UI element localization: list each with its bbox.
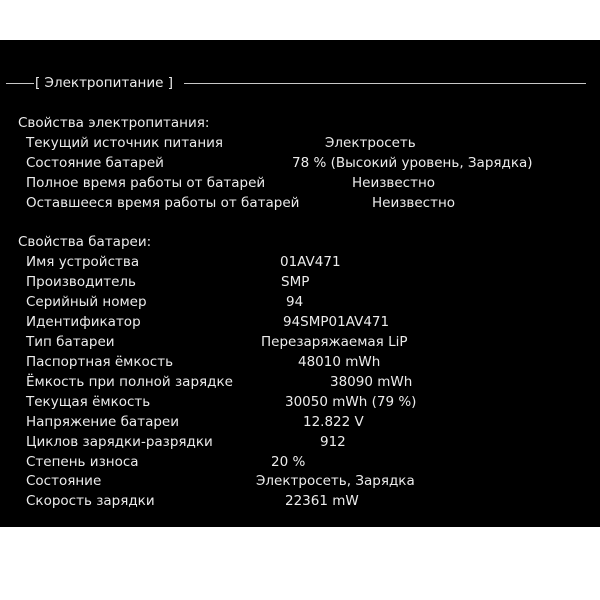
row-label: Текущий источник питания <box>26 135 224 151</box>
row-label: Имя устройства <box>26 254 140 270</box>
row-label: Производитель <box>26 274 137 290</box>
row-label: Полное время работы от батарей <box>26 175 266 191</box>
terminal-screen <box>0 40 600 527</box>
row-value: 22361 mW <box>285 493 359 509</box>
row-label: Степень износа <box>26 454 139 470</box>
row-value: 912 <box>320 434 346 450</box>
frame-divider-left <box>6 83 34 84</box>
battery-properties-title: Свойства батареи: <box>18 234 152 250</box>
row-label: Напряжение батареи <box>26 414 179 430</box>
row-label: Текущая ёмкость <box>26 394 151 410</box>
row-value: 78 % (Высокий уровень, Зарядка) <box>292 155 533 171</box>
row-value: 38090 mWh <box>330 374 413 390</box>
row-value: Неизвестно <box>372 195 456 211</box>
power-properties-title: Свойства электропитания: <box>18 115 210 131</box>
row-label: Ёмкость при полной зарядке <box>26 374 233 390</box>
row-value: 12.822 V <box>303 414 364 430</box>
row-label: Состояние <box>26 473 102 489</box>
frame-title: [ Электропитание ] <box>35 75 173 91</box>
row-value: 94 <box>286 294 304 310</box>
row-value: Перезаряжаемая LiP <box>261 334 408 350</box>
row-value: 48010 mWh <box>298 354 381 370</box>
row-value: 30050 mWh (79 %) <box>285 394 417 410</box>
row-label: Тип батареи <box>26 334 115 350</box>
row-label: Серийный номер <box>26 294 147 310</box>
row-value: SMP <box>281 274 310 290</box>
section-frame-header <box>6 73 586 93</box>
row-value: 94SMP01AV471 <box>283 314 390 330</box>
row-value: 20 % <box>271 454 306 470</box>
row-value: 01AV471 <box>280 254 341 270</box>
row-value: Электросеть <box>325 135 416 151</box>
row-label: Циклов зарядки-разрядки <box>26 434 213 450</box>
row-label: Состояние батарей <box>26 155 164 171</box>
row-label: Паспортная ёмкость <box>26 354 174 370</box>
row-label: Оставшееся время работы от батарей <box>26 195 300 211</box>
row-label: Скорость зарядки <box>26 493 155 509</box>
row-value: Электросеть, Зарядка <box>256 473 415 489</box>
row-label: Идентификатор <box>26 314 141 330</box>
frame-divider-right <box>184 83 586 84</box>
row-value: Неизвестно <box>352 175 436 191</box>
